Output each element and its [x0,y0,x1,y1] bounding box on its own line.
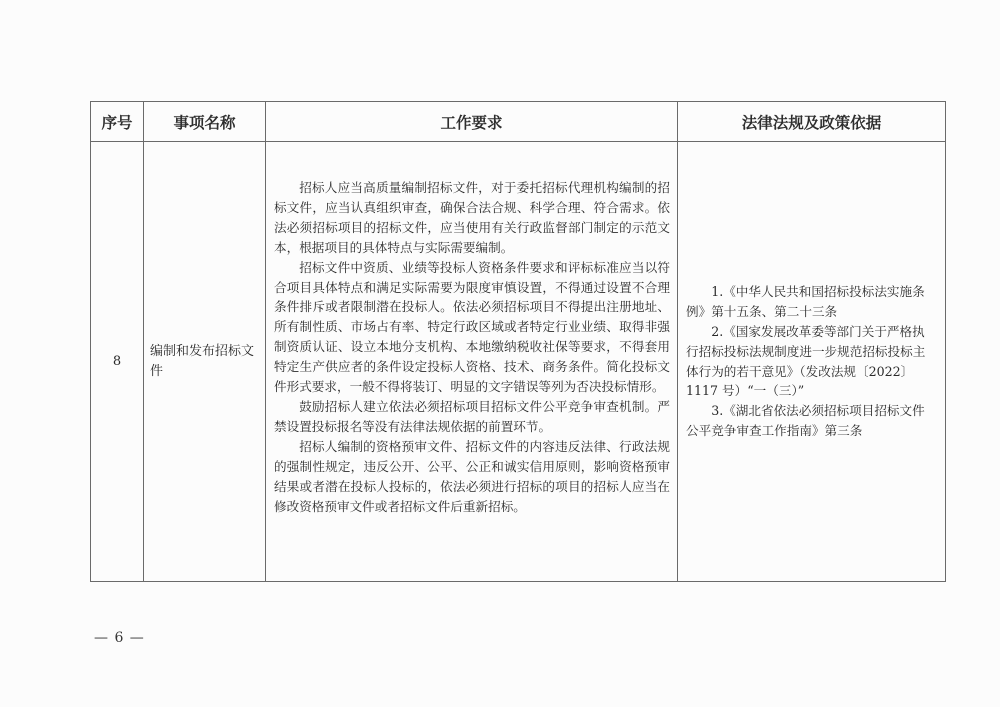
requirement-paragraph: 鼓励招标人建立依法必须招标项目招标文件公平竞争审查机制。严禁设置投标报名等没有法律法规依据的前置环节。 [274,398,670,434]
header-requirements: 工作要求 [266,102,678,142]
table-header-row [91,102,946,142]
requirement-paragraph: 招标人编制的资格预审文件、招标文件的内容违反法律、行政法规的强制性规定，违反公开、公平、公正和诚实信用原则，影响资格预审结果或者潜在投标人投标的，依法必须进行招标的项目的招标人应当在修改资格预审文件或者招标文件后重新招标。 [274,438,670,514]
table-row [91,142,946,582]
legal-basis-item: 3.《湖北省依法必须招标项目招标文件公平竞争审查工作指南》第三条 [686,403,925,439]
header-seq: 序号 [91,102,144,142]
requirement-paragraph: 招标人应当高质量编制招标文件，对于委托招标代理机构编制的招标文件，应当认真组织审查，确保合法合规、科学合理、符合需求。依法必须招标项目的招标文件，应当使用有关行政监督部门制定的示范文本，根据项目的具体特点与实际需要编制。 [274,180,670,255]
page-number: — 6 — [94,630,145,646]
cell-item-name: 编制和发布招标文件 [144,142,266,582]
legal-basis-item: 1.《中华人民共和国招标投标法实施条例》第十五条、第二十三条 [686,283,925,319]
legal-basis-item: 2.《国家发展改革委等部门关于严格执行招标投标法规制度进一步规范招标投标主体行为的若干意见》（发改法规〔2022〕1117 号）“一（三）” [686,323,926,399]
cell-seq: 8 [91,142,144,582]
requirement-paragraph: 招标文件中资质、业绩等投标人资格条件要求和评标标准应当以符合项目具体特点和满足实际需要为限度审慎设置，不得通过设置不合理条件排斥或者限制潜在投标人。依法必须招标项目不得提出注册地址、所有制性质、市场占有率、特定行政区域或者特定行业业绩、取得非强制资质认证、设立本地分支机构、本地缴纳税收社保等要求，不得套用特定生产供应者的条件设定投标人资格、技术、商务条件。简化投标文件形式要求，一般不得将装订、明显的文字错误等列为否决投标情形。 [274,259,670,395]
cell-legal-basis [678,142,946,582]
header-item-name: 事项名称 [144,102,266,142]
regulation-table [90,101,946,582]
header-legal-basis: 法律法规及政策依据 [678,102,946,142]
cell-requirements [266,142,678,582]
